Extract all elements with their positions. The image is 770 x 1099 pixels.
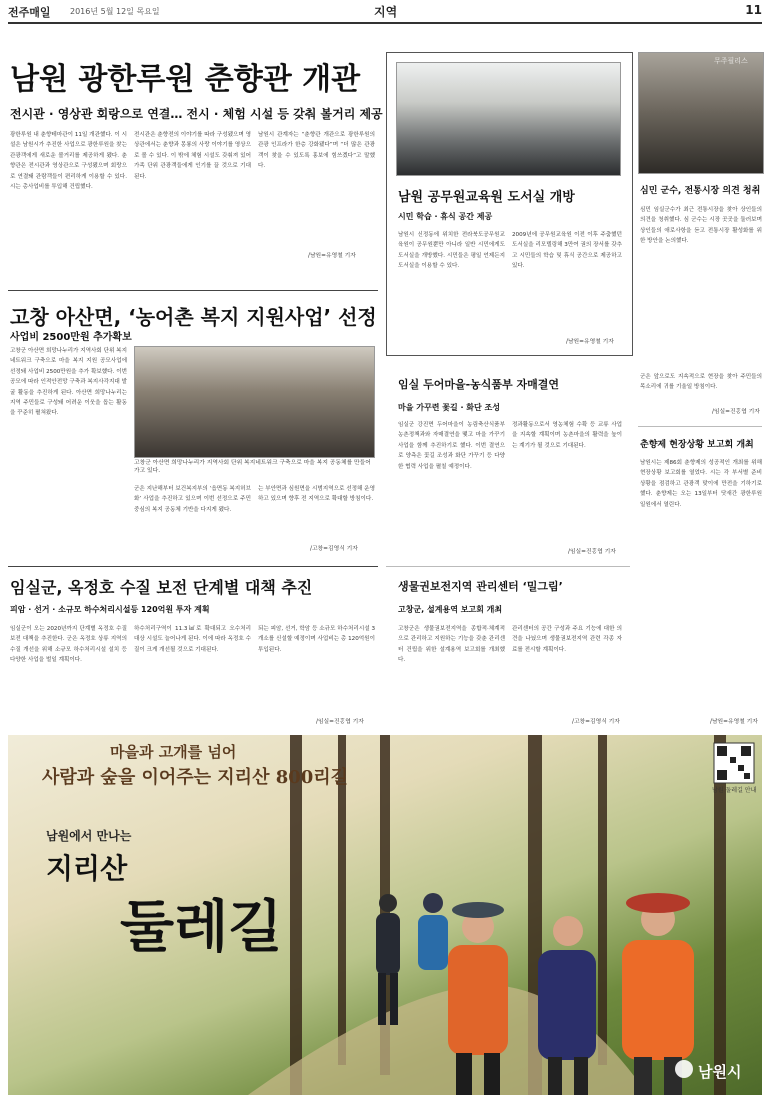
qr-caption: 남원 둘레길 안내 (712, 787, 757, 794)
article4-col1: 남원시 신정동에 위치한 전라북도공무원교육원이 공무원뿐만 아니라 일반 시민에게도 도서실을 개방했다. 시민들은 평일 언제든지 도서실을 이용할 수 있다. (398, 232, 505, 270)
article5-col2: 정과활동으로서 영농체험 수확 등 교류 사업을 지속할 계획이며 농촌마을의 활력을 높이는 계기가 될 것으로 기대된다. (512, 422, 622, 449)
ad-brand-2: 둘레길 (120, 894, 283, 960)
article2-photo (134, 346, 375, 458)
article8-byline: /남원=유영철 기자 (710, 719, 758, 725)
article3-col1: 임실군이 오는 2020년까지 단계별 옥정호 수질 보전 대책을 추진한다. 군은 옥정호 상류 지역의 수질 개선을 위해 소규모 하수처리시설 설치 등 다양한 사업을 벌일 계획이다. (10, 626, 127, 664)
article7-byline: /임실=진홍엽 기자 (712, 409, 760, 415)
article1-byline: /남원=유영철 기자 (308, 253, 356, 259)
article7-col2: 군은 앞으로도 지속적으로 현장을 찾아 주민들의 목소리에 귀를 기울일 방침이다. (640, 374, 762, 391)
article2-byline: /고창=김영식 기자 (310, 546, 358, 552)
article1-col2: 전시관은 춘향전의 이야기를 따라 구성됐으며 영상관에서는 춘향과 몽룡의 사랑 이야기를 영상으로 볼 수 있다. 이 밖에 체험 시설도 갖춰져 있어 가족 단위 관광객들에게 인기를 끌 것으로 기대된다. (134, 132, 251, 180)
page-number: 11 (745, 3, 762, 17)
article1-headline: 남원 광한루원 춘향관 개관 (10, 62, 361, 97)
article5-headline: 임실 두어마을-농식품부 자매결연 (398, 378, 559, 391)
ad-city-name: 남원시 (698, 1063, 742, 1081)
article5-byline: /임실=진홍엽 기자 (568, 549, 616, 555)
ad-tagline2: 사람과 숲을 이어주는 지리산 800리길 (42, 767, 349, 788)
tourism-advertisement[interactable] (8, 735, 762, 1095)
article8-col1: 남원시는 제86회 춘향제의 성공적인 개최를 위해 현장상황 보고회를 열었다. 시는 각 부서별 준비 상황을 점검하고 관광객 맞이에 만전을 기하기로 했다. 춘향제는 오는 13일부터 닷새간 광한루원 일원에서 열린다. (640, 460, 762, 508)
article1-col3: 남원시 관계자는 “춘향관 개관으로 광한루원의 관광 인프라가 한층 강화됐다”며 “더 많은 관광객이 찾을 수 있도록 홍보에 힘쓰겠다”고 말했다. (258, 132, 375, 170)
divider (386, 566, 630, 567)
ad-tagline1: 마을과 고개를 넘어 (110, 743, 237, 761)
article6-headline: 생물권보전지역 관리센터 ‘밀그림’ (398, 580, 563, 593)
article3-subhead: 피암 · 선거 · 소규모 하수처리시설등 120억원 투자 계획 (10, 605, 210, 614)
article4-photo (396, 62, 621, 176)
page-header (8, 0, 762, 24)
article2-headline: 고창 아산면, ‘농어촌 복지 지원사업’ 선정 (10, 305, 377, 329)
article6-subhead: 고창군, 설계용역 보고회 개최 (398, 605, 503, 614)
article5-col1: 임실군 강진면 두어마을이 농림축산식품부 농촌정책과와 자매결연을 맺고 마을 가꾸기 사업을 함께 추진하기로 했다. 이번 결연으로 양측은 꽃길 조성과 화단 가꾸기 등 다양한 협력 사업을 펼칠 예정이다. (398, 422, 505, 470)
article1-subhead: 전시관 · 영상관 회랑으로 연결… 전시 · 체험 시설 등 갖춰 볼거리 제공 (10, 107, 383, 121)
article8-headline: 춘향제 현장상황 보고회 개최 (640, 440, 754, 450)
article6-byline: /고창=김영식 기자 (572, 719, 620, 725)
article2-caption: 고창군 아산면 희망나누리가 지역사회 단위 복지네트워크 구축으로 마을 복지 공동체를 만들어가고 있다. (134, 460, 371, 474)
article2-subhead: 사업비 2500만원 추가확보 (10, 332, 132, 343)
article4-subhead: 시민 학습 · 휴식 공간 제공 (398, 212, 493, 221)
article1-col1: 광한루원 내 춘향테마관이 11일 개관했다. 이 시설은 남원시가 추진한 사업으로 광한루원을 찾는 관광객에게 새로운 볼거리를 제공하게 됐다. 춘향관은 전시관과 영상관으로 구성됐으며 회랑으로 연결돼 관람객들이 편리하게 이용할 수 있다. 시는 총사업비를 투입해 건립했다. (10, 132, 127, 191)
article2-col3: 는 부안면과 심원면을 시범지역으로 선정해 운영하고 있으며 향후 전 지역으로 확대할 방침이다. (258, 486, 375, 503)
article2-body: 고창군 아산면 희망나누리가 지역사회 단위 복지네트워크 구축으로 마을 복지 지원 공모사업에 선정돼 사업비 2500만원을 추가 확보했다. 이번 공모에 따라 인적안전망 구축과 복지사각지대 발굴 활동을 추진하게 된다. 아산면 희망나누리는 지역 주민들로 구성돼 어려운 이웃을 돕는 활동을 꾸준히 펼쳐왔다. (10, 348, 127, 417)
section-title: 지역 (374, 5, 398, 19)
article3-headline: 임실군, 옥정호 수질 보전 단계별 대책 추진 (10, 578, 313, 597)
divider (8, 290, 378, 291)
ad-brand-small: 남원에서 만나는 (46, 829, 132, 843)
article4-headline: 남원 공무원교육원 도서실 개방 (398, 190, 575, 205)
article7-col1: 심민 임실군수가 최근 전통시장을 찾아 상인들의 의견을 청취했다. 심 군수는 시장 곳곳을 둘러보며 상인들의 애로사항을 듣고 전통시장 활성화를 위한 방안을 논의했다. (640, 207, 762, 245)
newspaper-logo: 전주매일 (8, 6, 51, 19)
ad-brand-1: 지리산 (46, 852, 128, 885)
article5-subhead: 마을 가꾸련 꽃길 · 화단 조성 (398, 403, 500, 412)
issue-date: 2016년 5월 12일 목요일 (70, 7, 160, 16)
city-logo-icon (675, 1060, 693, 1078)
article6-col2: 관리센터의 공간 구성과 주요 기능에 대한 의견을 나눴으며 생물권보전지역 관련 각종 자료를 전시할 계획이다. (512, 626, 622, 653)
photo-watermark: 무주필리스 (714, 57, 748, 65)
article3-byline: /임실=진홍엽 기자 (316, 719, 364, 725)
article7-photo (638, 52, 764, 174)
divider (638, 426, 762, 427)
article6-col1: 고창군은 생물권보전지역을 종합적·체계적으로 관리하고 지원하는 기능을 갖춘 관리센터 건립을 위한 설계용역 보고회를 개최했다. (398, 626, 505, 664)
article2-col2: 군은 지난해부터 보건복지부의 ‘읍면동 복지허브화’ 사업을 추진하고 있으며 이번 선정으로 주민 중심의 복지 공동체 기반을 다지게 됐다. (134, 486, 251, 513)
article7-headline: 심민 군수, 전통시장 의견 청취 (640, 186, 761, 196)
divider (8, 566, 378, 567)
article3-col2: 하수처리구역이 11.3㎢로 확대되고 오수처리 대상 시설도 늘어나게 된다. 이에 따라 옥정호 수질이 크게 개선될 것으로 기대된다. (134, 626, 251, 653)
article4-col2: 2009년에 공무원교육원 이전 이후 주춤했던 도서실을 리모델링해 3만여 권의 장서를 갖추고 시민들의 학습 및 휴식 공간으로 제공하고 있다. (512, 232, 622, 270)
article3-col3: 되는 피암, 선거, 학암 등 소규모 하수처리시설 3개소를 신설할 예정이며 사업비는 총 120억원이 투입된다. (258, 626, 375, 653)
article4-byline: /남원=유영철 기자 (566, 339, 614, 345)
